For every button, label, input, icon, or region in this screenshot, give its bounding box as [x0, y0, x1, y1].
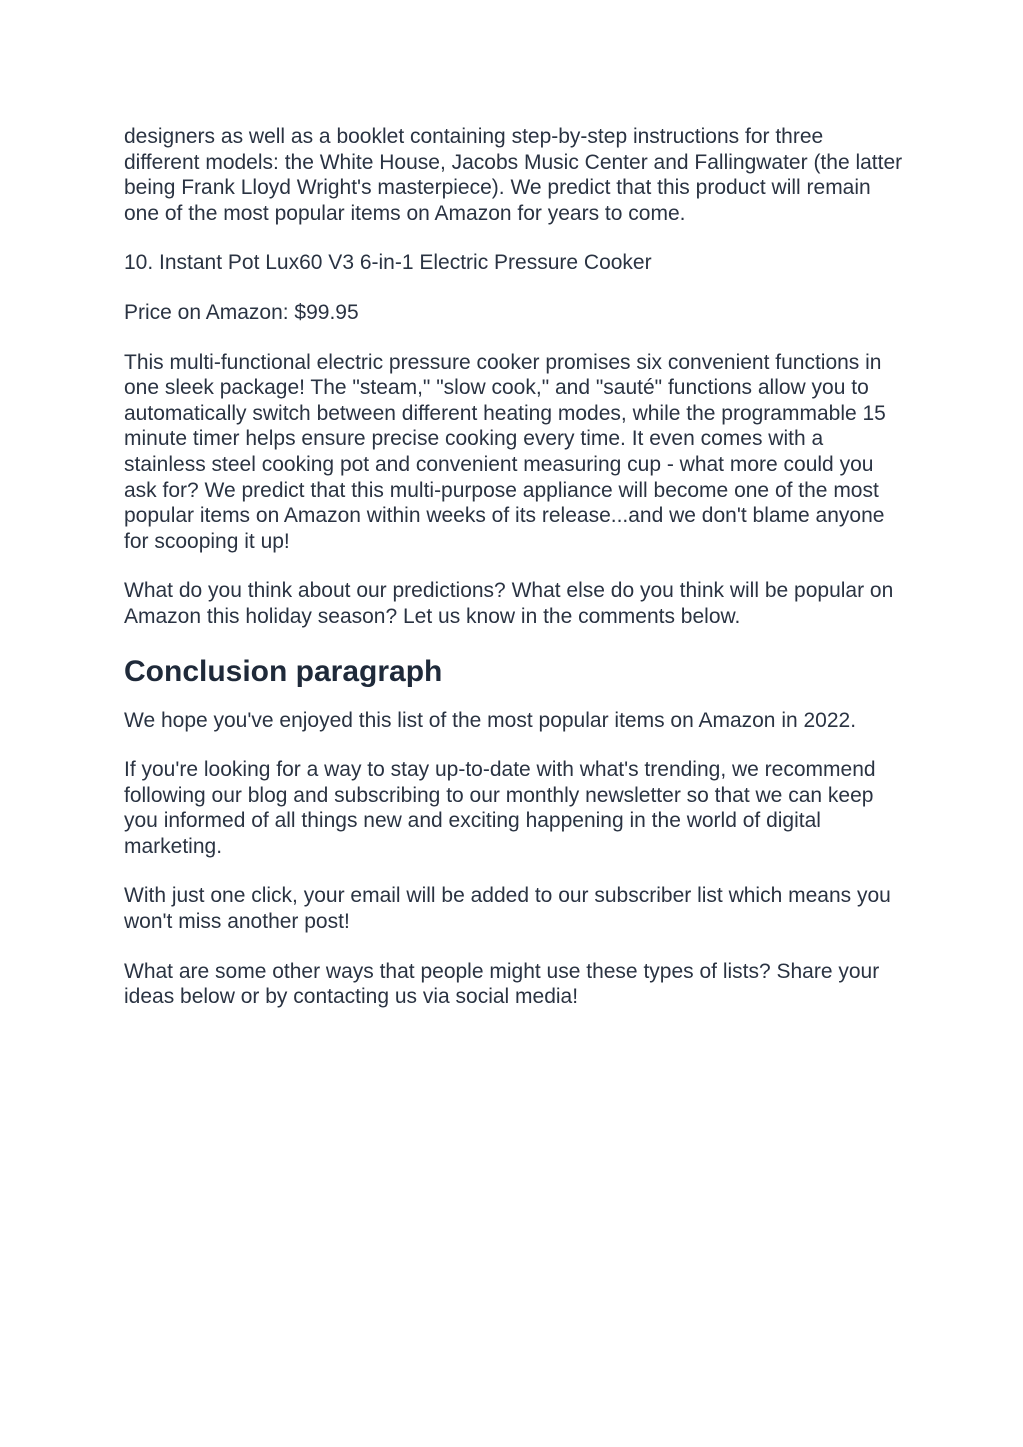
intro-paragraph-continued: designers as well as a booklet containing step-by-step instructions for three different models: the White House, Jacobs Music Center and Fallingwater (the latter being Frank Lloyd Wright's masterpiece). We predict that this product will remain one of the most popular items on Amazon for years to come. — [124, 125, 903, 225]
conclusion-paragraph-4: What are some other ways that people might use these types of lists? Share your ideas below or by contacting us via social media! — [124, 959, 880, 1009]
conclusion-paragraph-2: If you're looking for a way to stay up-to-date with what's trending, we recommend following our blog and subscribing to our monthly newsletter so that we can keep you informed of all things new and exciting happening in the world of digital marketing. — [124, 758, 876, 858]
conclusion-paragraph-3: With just one click, your email will be added to our subscriber list which means you won't miss another post! — [124, 884, 891, 934]
conclusion-heading: Conclusion paragraph — [124, 654, 443, 688]
document-page — [124, 124, 904, 1034]
predictions-question: What do you think about our predictions? What else do you think will be popular on Amazon this holiday season? Let us know in the comments below. — [124, 579, 894, 628]
item-10-description: This multi-functional electric pressure cooker promises six convenient functions in one sleek package! The "steam," "slow cook," and "sauté" functions allow you to automatically switch between different heating modes, while the programmable 15 minute timer helps ensure precise cooking every time. It even comes with a stainless steel cooking pot and convenient measuring cup - what more could you ask for? We predict that this multi-purpose appliance will become one of the most popular items on Amazon within weeks of its release...and we don't blame anyone for scooping it up! — [124, 350, 886, 553]
item-10-price: Price on Amazon: $99.95 — [124, 300, 359, 324]
item-10-title: 10. Instant Pot Lux60 V3 6-in-1 Electric Pressure Cooker — [124, 251, 652, 275]
conclusion-paragraph-1: We hope you've enjoyed this list of the most popular items on Amazon in 2022. — [124, 708, 857, 732]
